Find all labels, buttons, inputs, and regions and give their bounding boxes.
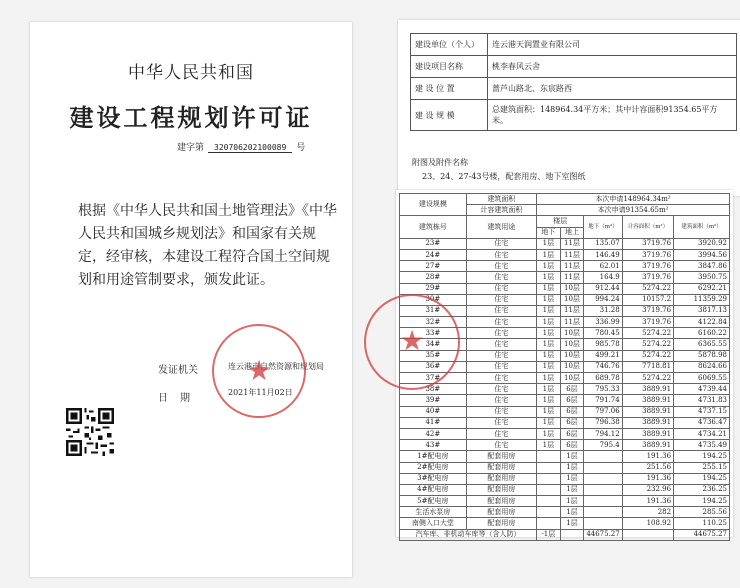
garage-empty	[560, 529, 584, 540]
col-floors: 楼层	[537, 216, 584, 227]
table-cell: 住宅	[466, 395, 536, 406]
permit-number-line	[177, 140, 305, 153]
table-cell: 住宅	[466, 428, 536, 439]
table-cell: 797.06	[584, 406, 622, 417]
info-label: 建设单位（个人）	[411, 34, 488, 56]
seal-star-icon: ★	[246, 354, 272, 387]
table-cell: 11层	[560, 272, 584, 283]
table-row	[400, 484, 730, 495]
table-cell: 8624.66	[674, 361, 730, 372]
table-cell	[584, 507, 622, 518]
table-cell: 10层	[560, 361, 584, 372]
permit-suffix: 号	[296, 143, 306, 153]
table-cell: 5274.22	[622, 339, 673, 350]
table-cell: 10层	[560, 294, 584, 305]
table-row	[400, 507, 730, 518]
table-cell: 4736.47	[674, 417, 730, 428]
table-cell: 5274.22	[622, 328, 673, 339]
table-cell: 795.33	[584, 384, 622, 395]
table-cell: 11层	[560, 238, 584, 249]
table-cell: 3719.76	[622, 238, 673, 249]
table-cell: 4737.15	[674, 406, 730, 417]
table-cell: 3889.91	[622, 406, 673, 417]
info-value: 桃李春风云舍	[488, 56, 737, 78]
table-cell: 6层	[560, 428, 584, 439]
table-cell: 10层	[560, 350, 584, 361]
table-cell: 配套用房	[466, 518, 536, 529]
table-cell: 6层	[560, 406, 584, 417]
table-row	[400, 473, 730, 484]
project-info-sheet	[398, 20, 740, 196]
table-cell: 6292.21	[674, 283, 730, 294]
table-cell: 34#	[400, 339, 467, 350]
table-cell: 住宅	[466, 384, 536, 395]
table-row	[400, 249, 730, 260]
table-row	[400, 272, 730, 283]
table-cell: 43#	[400, 440, 467, 451]
col-building-area: 建筑面积（m²）	[674, 216, 730, 238]
table-cell: 配套用房	[466, 462, 536, 473]
table-cell: 住宅	[466, 373, 536, 384]
country-name: 中华人民共和国	[128, 63, 254, 83]
table-cell: 10层	[560, 339, 584, 350]
table-cell: 1层	[537, 339, 561, 350]
table-cell: 5274.22	[622, 283, 673, 294]
table-cell: 780.45	[584, 328, 622, 339]
table-cell: 746.76	[584, 361, 622, 372]
seal-star-icon: ★	[399, 324, 425, 357]
col-underground: 地下	[537, 227, 561, 238]
table-cell: 31.28	[584, 305, 622, 316]
table-cell: 1层	[560, 518, 584, 529]
table-cell: 3847.86	[674, 261, 730, 272]
table-cell	[537, 484, 561, 495]
table-cell: 3920.92	[674, 238, 730, 249]
table-row	[400, 496, 730, 507]
info-row	[411, 34, 737, 56]
table-cell: 791.74	[584, 395, 622, 406]
table-cell	[584, 462, 622, 473]
col-basement-area: 地下（m²）	[584, 216, 622, 238]
table-cell: 住宅	[466, 350, 536, 361]
date-label: 日期	[158, 393, 202, 404]
table-cell: 配套用房	[466, 496, 536, 507]
table-cell: 住宅	[466, 406, 536, 417]
table-cell: 11层	[560, 305, 584, 316]
table-cell	[584, 484, 622, 495]
table-cell: 配套用房	[466, 473, 536, 484]
table-cell: 194.25	[674, 473, 730, 484]
table-cell: 1层	[560, 507, 584, 518]
table-cell: 3#配电房	[400, 473, 467, 484]
attachments-value: 23、24、27-43号楼，配套用房、地下室图纸	[422, 172, 586, 181]
table-cell: 配套用房	[466, 451, 536, 462]
table-cell: 33#	[400, 328, 467, 339]
table-row	[400, 518, 730, 529]
table-cell: 住宅	[466, 317, 536, 328]
table-cell	[584, 518, 622, 529]
table-cell: 10层	[560, 373, 584, 384]
table-cell: 4735.49	[674, 440, 730, 451]
qr-code-icon	[66, 408, 114, 456]
table-cell: 62.01	[584, 261, 622, 272]
table-cell: 1层	[537, 261, 561, 272]
table-cell: 796.38	[584, 417, 622, 428]
table-cell: 108.92	[622, 518, 673, 529]
table-row	[400, 384, 730, 395]
table-cell: 32#	[400, 317, 467, 328]
table-cell: 1层	[537, 328, 561, 339]
table-cell	[584, 451, 622, 462]
col-use: 建筑用途	[466, 216, 536, 238]
garage-empty	[622, 529, 673, 540]
table-cell: 住宅	[466, 249, 536, 260]
table-cell: 11层	[560, 317, 584, 328]
table-cell: 5878.98	[674, 350, 730, 361]
table-cell: 1层	[537, 272, 561, 283]
table-cell: 住宅	[466, 361, 536, 372]
table-cell: 11层	[560, 249, 584, 260]
table-cell: 194.25	[674, 451, 730, 462]
table-cell: 1层	[537, 317, 561, 328]
table-cell: 251.56	[622, 462, 673, 473]
table-cell: 4739.44	[674, 384, 730, 395]
table-cell: 236.25	[674, 484, 730, 495]
info-label: 建 设 位 置	[411, 78, 488, 100]
table-cell: 36#	[400, 361, 467, 372]
garage-floor: -1层	[537, 529, 561, 540]
table-cell: 3950.75	[674, 272, 730, 283]
info-value: 连云港天润置业有限公司	[488, 34, 737, 56]
col-calc-area: 计容面积（m²）	[622, 216, 673, 238]
scale-row	[400, 194, 730, 205]
garage-area-2: 44675.27	[674, 529, 730, 540]
certificate-body-text: 根据《中华人民共和国土地管理法》《中华人民共和国城乡规划法》和国家有关规定，经审核，本建设工程符合国土空间规划和用途管制要求，颁发此证。	[78, 203, 337, 288]
table-cell: 164.9	[584, 272, 622, 283]
table-cell: 1层	[537, 384, 561, 395]
col-aboveground: 地上	[560, 227, 584, 238]
table-row	[400, 451, 730, 462]
table-row	[400, 373, 730, 384]
table-row	[400, 428, 730, 439]
table-cell: 795.4	[584, 440, 622, 451]
table-cell: 10157.2	[622, 294, 673, 305]
table-cell: 191.36	[622, 496, 673, 507]
header-row	[400, 216, 730, 227]
table-cell: 4122.84	[674, 317, 730, 328]
table-cell: 35#	[400, 350, 467, 361]
table-cell: 3889.91	[622, 395, 673, 406]
table-cell: 4731.83	[674, 395, 730, 406]
table-cell: 1层	[560, 451, 584, 462]
table-cell: 6层	[560, 384, 584, 395]
table-row	[400, 406, 730, 417]
garage-row	[400, 529, 730, 540]
table-cell: 住宅	[466, 339, 536, 350]
info-label: 建设项目名称	[411, 56, 488, 78]
table-cell: 39#	[400, 395, 467, 406]
table-cell: 1层	[537, 305, 561, 316]
table-cell: 28#	[400, 272, 467, 283]
table-cell: 110.25	[674, 518, 730, 529]
table-cell: 40#	[400, 406, 467, 417]
table-cell: 232.96	[622, 484, 673, 495]
table-cell: 27#	[400, 261, 467, 272]
table-cell: 南侧入口大堂	[400, 518, 467, 529]
table-cell: 1层	[537, 440, 561, 451]
certificate-title: 建设工程规划许可证	[69, 103, 313, 132]
table-cell: 42#	[400, 428, 467, 439]
table-cell: 1层	[537, 350, 561, 361]
table-cell: 住宅	[466, 294, 536, 305]
table-cell: 689.78	[584, 373, 622, 384]
table-cell	[537, 451, 561, 462]
col-building-no: 建筑栋号	[400, 216, 467, 238]
table-cell: 37#	[400, 373, 467, 384]
table-cell: 配套用房	[466, 484, 536, 495]
table-row	[400, 440, 730, 451]
stats-body	[400, 238, 730, 529]
table-cell	[537, 496, 561, 507]
table-cell	[584, 496, 622, 507]
scale-label: 建设规模	[400, 194, 467, 216]
table-cell: 2#配电房	[400, 462, 467, 473]
table-cell: 3994.56	[674, 249, 730, 260]
issuer-label: 发证机关	[158, 365, 198, 376]
table-cell: 1层	[537, 417, 561, 428]
table-cell: 11359.29	[674, 294, 730, 305]
table-cell: 794.12	[584, 428, 622, 439]
table-cell	[584, 473, 622, 484]
table-cell: 1层	[560, 473, 584, 484]
table-cell: 11层	[560, 261, 584, 272]
table-cell	[537, 518, 561, 529]
table-cell: 住宅	[466, 417, 536, 428]
table-cell: 4734.21	[674, 428, 730, 439]
table-cell: 6层	[560, 417, 584, 428]
table-cell: 1#配电房	[400, 451, 467, 462]
table-cell: 住宅	[466, 305, 536, 316]
table-cell: 3889.91	[622, 428, 673, 439]
table-cell: 1层	[537, 238, 561, 249]
table-cell: 912.44	[584, 283, 622, 294]
info-value: 总建筑面积：148964.34平方米；其中计容面积91354.65平方米。	[488, 100, 737, 131]
issuer-value: 连云港市自然资源和规划局	[228, 362, 324, 371]
project-info-table	[410, 33, 737, 131]
table-row	[400, 294, 730, 305]
info-label: 建 设 规 模	[411, 100, 488, 131]
calc-area-value: 本次申请91354.65m²	[537, 205, 730, 216]
permit-number: 320706202100089	[208, 143, 292, 153]
table-cell: 5274.22	[622, 373, 673, 384]
table-cell: 5274.22	[622, 350, 673, 361]
table-cell	[537, 462, 561, 473]
table-cell: 994.24	[584, 294, 622, 305]
table-cell: 住宅	[466, 328, 536, 339]
table-cell: 生活水泵房	[400, 507, 467, 518]
date-value: 2021年11月02日	[228, 388, 293, 397]
table-cell: 7718.81	[622, 361, 673, 372]
table-cell: 6160.22	[674, 328, 730, 339]
table-cell: 住宅	[466, 238, 536, 249]
table-cell: 1层	[537, 395, 561, 406]
table-cell: 4#配电房	[400, 484, 467, 495]
table-cell: 1层	[537, 294, 561, 305]
table-row	[400, 395, 730, 406]
permit-certificate	[30, 22, 352, 577]
table-cell: 282	[622, 507, 673, 518]
table-cell	[537, 507, 561, 518]
table-cell: 1层	[560, 462, 584, 473]
garage-label: 汽车库、非机动车库等（含人防）	[400, 529, 537, 540]
official-seal	[364, 294, 460, 390]
table-cell: 1层	[537, 373, 561, 384]
table-cell: 23#	[400, 238, 467, 249]
info-value: 蔷芦山路北、东宸路西	[488, 78, 737, 100]
table-row	[400, 462, 730, 473]
table-cell: 6365.55	[674, 339, 730, 350]
table-cell: 1层	[537, 406, 561, 417]
table-cell: 3719.76	[622, 317, 673, 328]
table-row	[400, 261, 730, 272]
table-cell: 3719.76	[622, 305, 673, 316]
permit-prefix: 建字第	[177, 143, 205, 153]
table-row	[400, 238, 730, 249]
table-cell: 24#	[400, 249, 467, 260]
table-cell: 3889.91	[622, 384, 673, 395]
table-cell: 配套用房	[466, 507, 536, 518]
table-cell: 1层	[537, 249, 561, 260]
table-cell: 1层	[537, 428, 561, 439]
table-cell	[537, 473, 561, 484]
table-cell: 285.56	[674, 507, 730, 518]
building-stats-sheet	[396, 190, 733, 537]
table-cell: 499.21	[584, 350, 622, 361]
table-cell: 255.15	[674, 462, 730, 473]
table-row	[400, 417, 730, 428]
table-cell: 41#	[400, 417, 467, 428]
table-cell: 住宅	[466, 272, 536, 283]
table-cell: 6层	[560, 395, 584, 406]
attachments	[412, 156, 585, 184]
attachments-label: 附图及附件名称	[412, 158, 468, 167]
calc-area-label: 计容建筑面积	[466, 205, 536, 216]
table-cell: 29#	[400, 283, 467, 294]
official-seal	[212, 324, 306, 418]
info-row	[411, 78, 737, 100]
table-cell: 1层	[560, 496, 584, 507]
table-cell: 住宅	[466, 440, 536, 451]
table-cell: 3719.76	[622, 249, 673, 260]
info-row	[411, 100, 737, 131]
table-cell: 191.36	[622, 451, 673, 462]
table-cell: 3719.76	[622, 261, 673, 272]
table-cell: 6层	[560, 440, 584, 451]
table-cell: 住宅	[466, 261, 536, 272]
table-cell: 3889.91	[622, 417, 673, 428]
total-area-label: 建筑面积	[466, 194, 536, 205]
table-cell: 5#配电房	[400, 496, 467, 507]
table-cell: 191.36	[622, 473, 673, 484]
garage-area-1: 44675.27	[584, 529, 622, 540]
table-cell: 31#	[400, 305, 467, 316]
table-cell: 10层	[560, 283, 584, 294]
table-cell: 3817.13	[674, 305, 730, 316]
table-cell: 1层	[537, 283, 561, 294]
table-cell: 1层	[560, 484, 584, 495]
table-cell: 1层	[537, 361, 561, 372]
table-cell: 6069.55	[674, 373, 730, 384]
info-row	[411, 56, 737, 78]
table-cell: 住宅	[466, 283, 536, 294]
table-cell: 10层	[560, 328, 584, 339]
table-cell: 38#	[400, 384, 467, 395]
table-cell: 3889.91	[622, 440, 673, 451]
table-cell: 3719.76	[622, 272, 673, 283]
table-cell: 194.25	[674, 496, 730, 507]
total-area-value: 本次申请148964.34m²	[537, 194, 730, 205]
table-cell: 135.07	[584, 238, 622, 249]
table-cell: 146.49	[584, 249, 622, 260]
table-row	[400, 283, 730, 294]
table-cell: 30#	[400, 294, 467, 305]
table-cell: 336.99	[584, 317, 622, 328]
table-cell: 985.78	[584, 339, 622, 350]
